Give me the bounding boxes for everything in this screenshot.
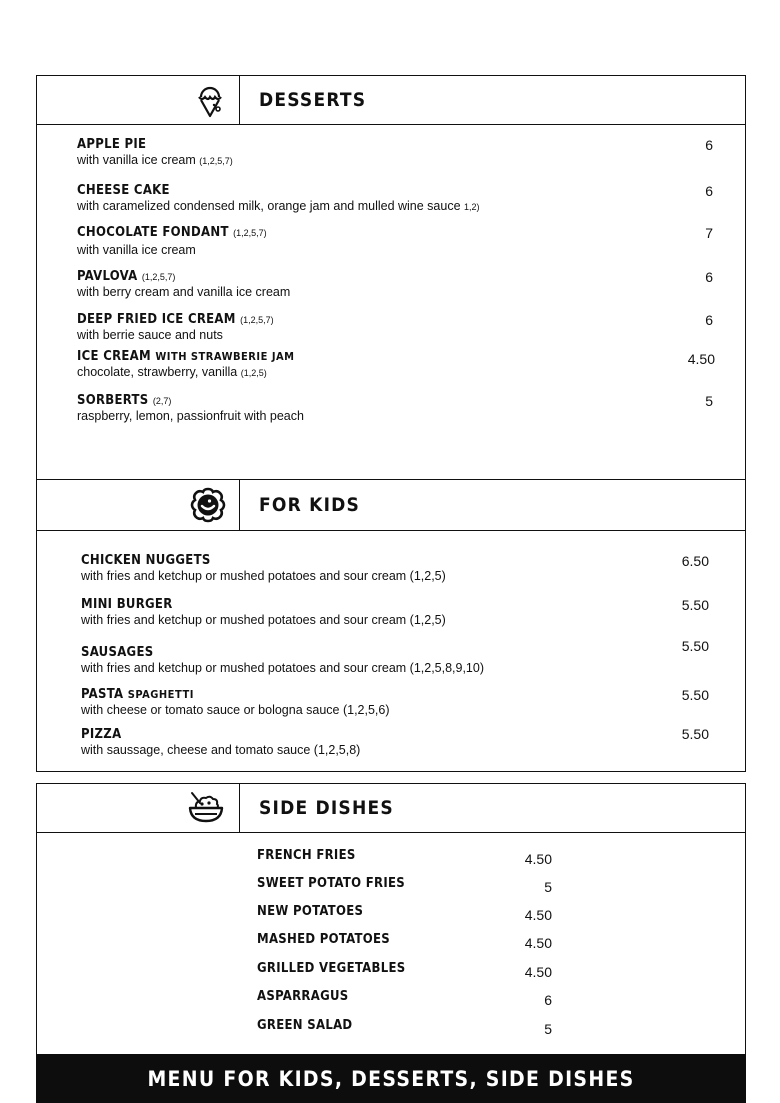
ice-cream-icon bbox=[195, 84, 225, 118]
side-item bbox=[257, 1018, 552, 1036]
item-description: with berrie sauce and nuts bbox=[77, 328, 223, 342]
item-price: 6.50 bbox=[681, 553, 709, 569]
item-name: PAVLOVA bbox=[77, 269, 138, 284]
kids-face-icon bbox=[189, 486, 227, 524]
item-description: with vanilla ice cream bbox=[77, 153, 196, 167]
allergen-codes: (2,7) bbox=[152, 396, 172, 406]
item-name: ICE CREAM bbox=[77, 349, 151, 364]
item-price: 4.50 bbox=[687, 351, 715, 367]
item-name: NEW POTATOES bbox=[257, 904, 364, 919]
dessert-item bbox=[77, 225, 713, 257]
item-description: with fries and ketchup or mushed potatoes and sour cream (1,2,5,8,9,10) bbox=[81, 661, 485, 675]
item-description: chocolate, strawberry, vanilla bbox=[77, 365, 238, 379]
desserts-section bbox=[36, 75, 746, 480]
item-price: 5.50 bbox=[681, 726, 709, 742]
item-price: 5 bbox=[544, 1021, 552, 1037]
item-description: raspberry, lemon, passionfruit with peach bbox=[77, 409, 304, 423]
desserts-title: DESSERTS bbox=[259, 89, 367, 111]
item-price: 6 bbox=[705, 137, 713, 153]
footer-banner bbox=[36, 1054, 746, 1103]
item-name: CHEESE CAKE bbox=[77, 183, 170, 198]
allergen-codes: (1,2,5,7) bbox=[233, 228, 267, 238]
kids-item bbox=[81, 597, 713, 627]
item-price: 5.50 bbox=[681, 638, 709, 654]
footer-title: MENU FOR KIDS, DESSERTS, SIDE DISHES bbox=[147, 1067, 635, 1091]
sides-section bbox=[36, 783, 746, 1055]
item-name: MASHED POTATOES bbox=[257, 932, 391, 947]
side-item bbox=[257, 989, 552, 1007]
allergen-codes: 1,2) bbox=[464, 202, 480, 212]
kids-item bbox=[81, 553, 713, 583]
item-price: 6 bbox=[705, 269, 713, 285]
item-description: with fries and ketchup or mushed potatoes and sour cream (1,2,5) bbox=[81, 569, 446, 583]
item-name: APPLE PIE bbox=[77, 137, 147, 152]
desserts-header bbox=[37, 76, 745, 125]
item-description: with fries and ketchup or mushed potatoes and sour cream (1,2,5) bbox=[81, 613, 446, 627]
item-name-extra: WITH STRAWBERIE JAM bbox=[155, 350, 295, 363]
item-price: 6 bbox=[705, 183, 713, 199]
allergen-codes: (1,2,5) bbox=[240, 368, 267, 378]
item-name: SWEET POTATO FRIES bbox=[257, 876, 406, 891]
item-price: 6 bbox=[544, 992, 552, 1008]
dessert-item bbox=[77, 137, 713, 167]
item-price: 7 bbox=[705, 225, 713, 241]
kids-header bbox=[37, 480, 745, 531]
item-price: 5 bbox=[544, 879, 552, 895]
item-description: with berry cream and vanilla ice cream bbox=[77, 285, 291, 299]
item-price: 6 bbox=[705, 312, 713, 328]
allergen-codes: (1,2,5,7) bbox=[141, 272, 176, 282]
side-item bbox=[257, 904, 552, 922]
sides-header bbox=[37, 784, 745, 833]
kids-section bbox=[36, 479, 746, 772]
item-price: 5 bbox=[705, 393, 713, 409]
item-description: with caramelized condensed milk, orange jam and mulled wine sauce bbox=[77, 199, 461, 213]
item-name: SORBERTS bbox=[77, 393, 149, 408]
dessert-item bbox=[77, 312, 713, 342]
salad-bowl-icon bbox=[187, 791, 225, 825]
kids-item bbox=[81, 687, 713, 717]
dessert-item bbox=[77, 349, 713, 379]
item-name: GRILLED VEGETABLES bbox=[257, 961, 406, 976]
side-item bbox=[257, 961, 552, 979]
dessert-item bbox=[77, 183, 713, 213]
item-name: CHOCOLATE FONDANT bbox=[77, 225, 229, 240]
item-description: with saussage, cheese and tomato sauce (1,2,5,8) bbox=[81, 743, 361, 757]
item-description: with cheese or tomato sauce or bologna sauce (1,2,5,6) bbox=[81, 703, 390, 717]
item-price: 4.50 bbox=[524, 964, 552, 980]
item-name: PIZZA bbox=[81, 727, 122, 742]
kids-item bbox=[81, 638, 713, 675]
kids-title: FOR KIDS bbox=[259, 494, 361, 516]
item-price: 5.50 bbox=[681, 597, 709, 613]
allergen-codes: (1,2,5,7) bbox=[199, 156, 233, 166]
item-price: 4.50 bbox=[524, 935, 552, 951]
sides-title: SIDE DISHES bbox=[259, 797, 394, 819]
dessert-item bbox=[77, 269, 713, 299]
side-item bbox=[257, 848, 552, 866]
allergen-codes: (1,2,5,7) bbox=[240, 315, 274, 325]
item-price: 4.50 bbox=[524, 851, 552, 867]
side-item bbox=[257, 932, 552, 950]
item-name: FRENCH FRIES bbox=[257, 848, 356, 863]
item-name-extra: SPAGHETTI bbox=[127, 688, 194, 701]
item-name: ASPARRAGUS bbox=[257, 989, 349, 1004]
item-name: GREEN SALAD bbox=[257, 1018, 353, 1033]
item-name: CHICKEN NUGGETS bbox=[81, 553, 211, 568]
item-description: with vanilla ice cream bbox=[77, 243, 196, 257]
item-price: 4.50 bbox=[524, 907, 552, 923]
item-name: PASTA bbox=[81, 687, 124, 702]
item-name: SAUSAGES bbox=[81, 645, 154, 660]
dessert-item bbox=[77, 393, 713, 423]
kids-item bbox=[81, 727, 713, 757]
item-name: DEEP FRIED ICE CREAM bbox=[77, 312, 236, 327]
side-item bbox=[257, 876, 552, 894]
item-name: MINI BURGER bbox=[81, 597, 173, 612]
item-price: 5.50 bbox=[681, 687, 709, 703]
